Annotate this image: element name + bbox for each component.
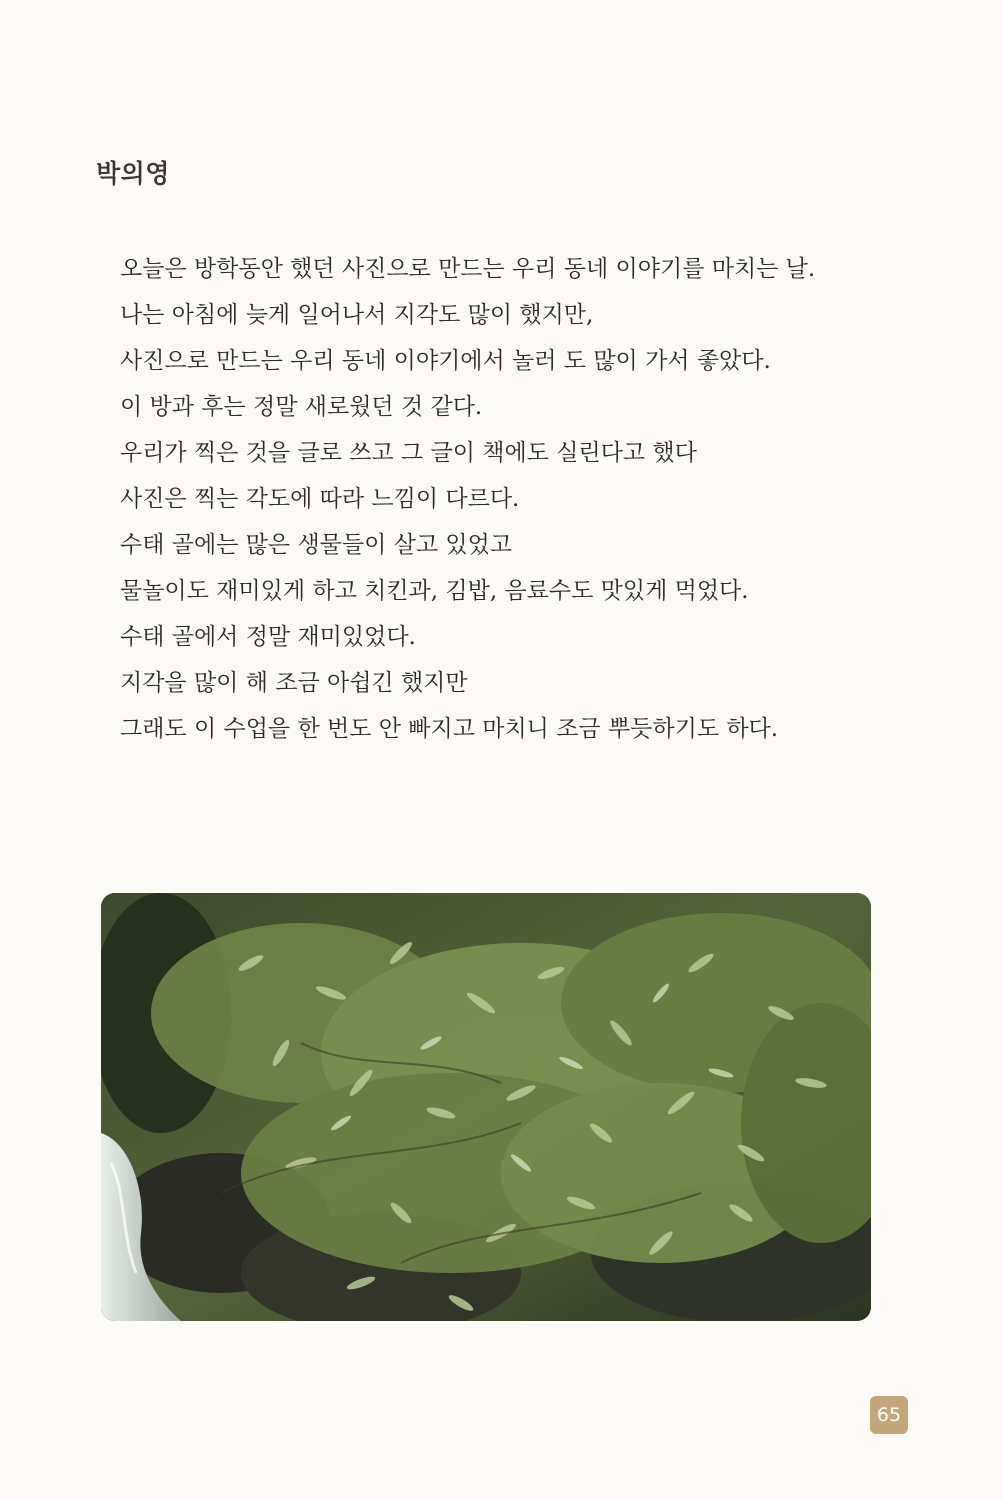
nature-photo	[101, 893, 871, 1321]
poem-text	[120, 246, 900, 752]
page-number-badge: 65	[870, 1396, 908, 1434]
poem-line: 사진은 찍는 각도에 따라 느낌이 다르다.	[120, 486, 520, 512]
poem-line: 사진으로 만드는 우리 동네 이야기에서 놀러 도 많이 가서 좋았다.	[120, 348, 771, 374]
poem-line: 이 방과 후는 정말 새로웠던 것 같다.	[120, 394, 483, 420]
foliage-stream-illustration	[101, 893, 871, 1321]
poem-line: 그래도 이 수업을 한 번도 안 빠지고 마치니 조금 뿌듯하기도 하다.	[120, 716, 779, 742]
poem-line: 지각을 많이 해 조금 아쉽긴 했지만	[120, 670, 468, 696]
poem-line: 수태 골에서 정말 재미있었다.	[120, 624, 416, 650]
poem-line: 오늘은 방학동안 했던 사진으로 만드는 우리 동네 이야기를 마치는 날.	[120, 256, 816, 282]
poem-line: 물놀이도 재미있게 하고 치킨과, 김밥, 음료수도 맛있게 먹었다.	[120, 578, 749, 604]
author-name: 박의영	[96, 159, 170, 188]
poem-line: 우리가 찍은 것을 글로 쓰고 그 글이 책에도 실린다고 했다	[120, 440, 697, 466]
poem-line: 수태 골에는 많은 생물들이 살고 있었고	[120, 532, 513, 558]
poem-line: 나는 아침에 늦게 일어나서 지각도 많이 했지만,	[120, 302, 594, 328]
